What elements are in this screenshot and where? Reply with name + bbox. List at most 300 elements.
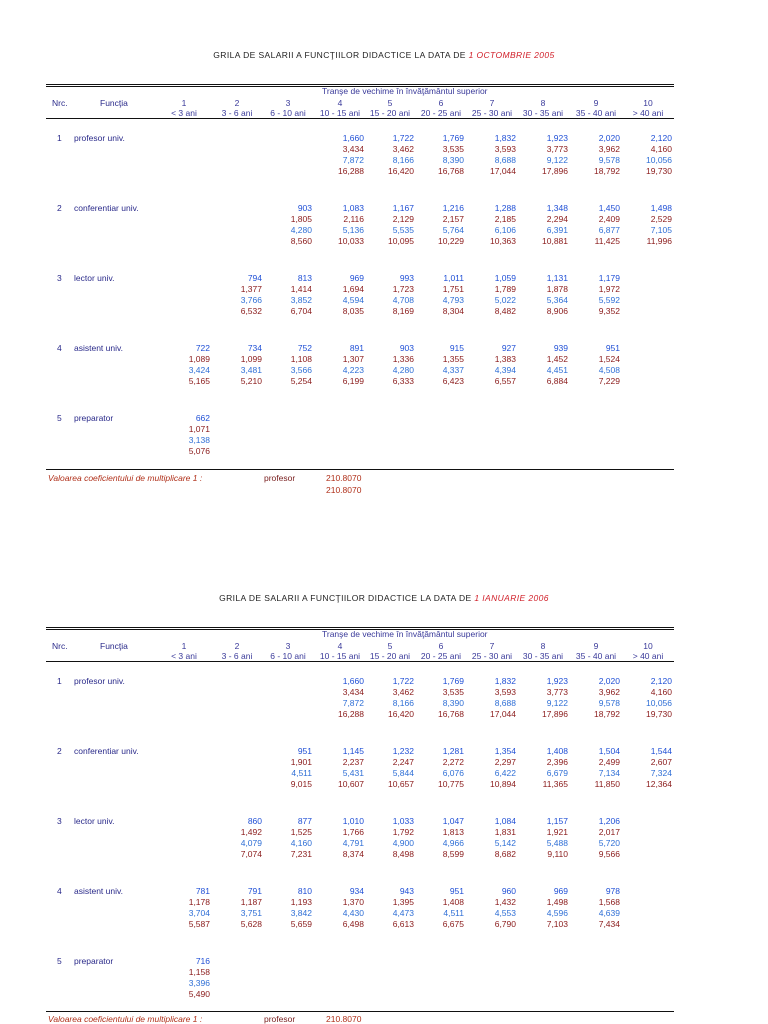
table-cell: 1,832 [494, 133, 516, 143]
table-cell: 5,490 [188, 989, 210, 999]
table-cell: 734 [247, 343, 262, 353]
table-cell: 8,166 [392, 155, 414, 165]
table-cell: 960 [501, 886, 516, 896]
footer-value-1: 210.8070 [326, 473, 362, 483]
table-cell: 4,791 [342, 838, 364, 848]
table-cell: 1,498 [546, 897, 568, 907]
column-number-9: 9 [593, 98, 599, 108]
table-cell: 3,751 [240, 908, 262, 918]
column-number-4: 4 [337, 98, 343, 108]
header-rule [46, 118, 674, 119]
table-cell: 6,076 [442, 768, 464, 778]
table-cell: 4,451 [546, 365, 568, 375]
table-cell: 16,768 [438, 166, 464, 176]
table-cell: 7,074 [240, 849, 262, 859]
table-cell: 1,145 [342, 746, 364, 756]
table-cell: 4,160 [290, 838, 312, 848]
column-range-10: > 40 ani [632, 108, 664, 118]
table-cell: 3,842 [290, 908, 312, 918]
table-cell: 8,374 [342, 849, 364, 859]
table-cell: 5,431 [342, 768, 364, 778]
table-cell: 12,364 [646, 779, 672, 789]
table-cell: 2,272 [442, 757, 464, 767]
table-cell: 17,044 [490, 166, 516, 176]
table-cell: 9,578 [598, 155, 620, 165]
table-cell: 2,116 [343, 214, 364, 224]
row-number: 3 [57, 273, 62, 283]
table-cell: 969 [349, 273, 364, 283]
table-cell: 1,216 [442, 203, 464, 213]
table-cell: 16,288 [338, 709, 364, 719]
row-number: 4 [57, 343, 62, 353]
table-cell: 4,280 [290, 225, 312, 235]
table-cell: 2,409 [598, 214, 620, 224]
table-cell: 1,281 [442, 746, 464, 756]
table-cell: 4,160 [650, 144, 672, 154]
table-cell: 2,529 [650, 214, 672, 224]
table-cell: 2,499 [598, 757, 620, 767]
column-number-1: 1 [181, 98, 187, 108]
row-functia: conferentiar univ. [74, 203, 139, 213]
table-cell: 8,169 [392, 306, 414, 316]
column-range-2: 3 - 6 ani [221, 108, 253, 118]
table-cell: 4,430 [342, 908, 364, 918]
table-cell: 1,568 [598, 897, 620, 907]
table-cell: 5,165 [188, 376, 210, 386]
column-range-3: 6 - 10 ani [270, 108, 306, 118]
column-number-6: 6 [438, 641, 444, 651]
table-cell: 11,425 [594, 236, 620, 246]
row-number: 2 [57, 746, 62, 756]
table-cell: 662 [195, 413, 210, 423]
table-cell: 1,525 [290, 827, 312, 837]
table-cell: 1,307 [342, 354, 364, 364]
row-number: 5 [57, 413, 62, 423]
table-cell: 5,488 [546, 838, 568, 848]
table-cell: 6,884 [546, 376, 568, 386]
table-cell: 3,535 [442, 144, 464, 154]
table-cell: 1,354 [494, 746, 516, 756]
table-cell: 951 [605, 343, 620, 353]
table-cell: 3,566 [290, 365, 312, 375]
table-cell: 2,020 [598, 133, 620, 143]
table-cell: 16,768 [438, 709, 464, 719]
table-cell: 1,083 [342, 203, 364, 213]
table-cell: 791 [247, 886, 262, 896]
table-cell: 3,852 [290, 295, 312, 305]
table-cell: 4,160 [650, 687, 672, 697]
table-cell: 8,482 [494, 306, 516, 316]
table-cell: 10,229 [438, 236, 464, 246]
table-cell: 1,452 [546, 354, 568, 364]
table-cell: 7,229 [598, 376, 620, 386]
table-cell: 11,850 [594, 779, 620, 789]
column-range-10: > 40 ani [632, 651, 664, 661]
table-cell: 939 [553, 343, 568, 353]
table-cell: 2,396 [546, 757, 568, 767]
table-cell: 4,511 [443, 908, 464, 918]
footer-value-1: 210.8070 [326, 1014, 362, 1024]
table-cell: 3,434 [342, 687, 364, 697]
table-cell: 10,033 [338, 236, 364, 246]
column-number-8: 8 [540, 98, 546, 108]
table-cell: 1,157 [546, 816, 568, 826]
table-cell: 9,122 [546, 698, 568, 708]
table-cell: 1,288 [494, 203, 516, 213]
table-cell: 794 [247, 273, 262, 283]
row-number: 1 [57, 676, 62, 686]
column-range-2: 3 - 6 ani [221, 651, 253, 661]
table-cell: 6,704 [290, 306, 312, 316]
table-cell: 1,722 [392, 676, 414, 686]
table-cell: 1,377 [240, 284, 262, 294]
table-cell: 2,294 [546, 214, 568, 224]
table-cell: 1,084 [494, 816, 516, 826]
table-cell: 1,972 [598, 284, 620, 294]
column-number-10: 10 [643, 98, 653, 108]
row-functia: conferentiar univ. [74, 746, 139, 756]
table-cell: 915 [449, 343, 464, 353]
column-range-4: 10 - 15 ani [319, 108, 361, 118]
row-functia: asistent univ. [74, 886, 123, 896]
table-cell: 3,593 [494, 687, 516, 697]
table-cell: 5,076 [188, 446, 210, 456]
column-number-2: 2 [234, 98, 240, 108]
table-cell: 6,675 [442, 919, 464, 929]
table-cell: 5,022 [494, 295, 516, 305]
row-number: 2 [57, 203, 62, 213]
table-cell: 1,504 [598, 746, 620, 756]
table-cell: 8,682 [494, 849, 516, 859]
nrc-header: Nrc. [52, 641, 68, 651]
table-cell: 5,720 [598, 838, 620, 848]
table-cell: 18,792 [594, 709, 620, 719]
table-cell: 3,773 [546, 144, 568, 154]
top-rule [46, 627, 674, 628]
column-range-1: < 3 ani [171, 108, 197, 118]
table-cell: 1,769 [442, 133, 464, 143]
table-cell: 9,566 [598, 849, 620, 859]
table-cell: 752 [297, 343, 312, 353]
table-cell: 1,524 [598, 354, 620, 364]
column-range-9: 35 - 40 ani [575, 651, 617, 661]
table-cell: 6,613 [392, 919, 414, 929]
table-cell: 3,462 [392, 687, 414, 697]
column-range-3: 6 - 10 ani [270, 651, 306, 661]
column-group-header: Tranşe de vechime în învăţământul superior [322, 629, 488, 639]
table-cell: 4,079 [240, 838, 262, 848]
column-group-header: Tranşe de vechime în învăţământul superior [322, 86, 488, 96]
table-cell: 781 [195, 886, 210, 896]
table-cell: 3,773 [546, 687, 568, 697]
column-range-5: 15 - 20 ani [369, 108, 411, 118]
table-cell: 2,157 [442, 214, 464, 224]
table-cell: 1,011 [443, 273, 464, 283]
footer-profesor: profesor [264, 473, 296, 483]
table-cell: 6,498 [342, 919, 364, 929]
table-cell: 1,178 [188, 897, 210, 907]
table-cell: 2,120 [650, 133, 672, 143]
table-cell: 9,122 [546, 155, 568, 165]
table-cell: 2,247 [392, 757, 414, 767]
table-cell: 1,498 [650, 203, 672, 213]
table-cell: 1,805 [290, 214, 312, 224]
footer-profesor: profesor [264, 1014, 296, 1024]
table-cell: 1,901 [290, 757, 312, 767]
table-cell: 8,166 [392, 698, 414, 708]
table-cell: 8,304 [442, 306, 464, 316]
table-cell: 1,193 [290, 897, 312, 907]
table-cell: 8,688 [494, 155, 516, 165]
table-cell: 810 [297, 886, 312, 896]
column-number-3: 3 [285, 641, 291, 651]
title-date: 1 OCTOMBRIE 2005 [468, 50, 555, 60]
table-cell: 3,704 [188, 908, 210, 918]
table-cell: 7,103 [546, 919, 568, 929]
table-cell: 3,593 [494, 144, 516, 154]
table-cell: 8,688 [494, 698, 516, 708]
table-cell: 1,694 [342, 284, 364, 294]
table-cell: 1,187 [240, 897, 262, 907]
table-cell: 1,099 [240, 354, 262, 364]
column-range-7: 25 - 30 ani [471, 108, 513, 118]
table-cell: 1,432 [494, 897, 516, 907]
table-cell: 3,138 [188, 435, 210, 445]
table-cell: 6,333 [392, 376, 414, 386]
table-cell: 7,105 [650, 225, 672, 235]
table-cell: 3,424 [188, 365, 210, 375]
table-cell: 6,423 [442, 376, 464, 386]
table-cell: 1,131 [546, 273, 568, 283]
table-cell: 4,337 [442, 365, 464, 375]
table-cell: 8,906 [546, 306, 568, 316]
table-cell: 3,481 [240, 365, 262, 375]
table-cell: 16,420 [388, 166, 414, 176]
column-number-2: 2 [234, 641, 240, 651]
row-functia: lector univ. [74, 273, 115, 283]
table-cell: 927 [501, 343, 516, 353]
table-cell: 1,206 [598, 816, 620, 826]
table-cell: 11,996 [646, 236, 672, 246]
table-cell: 1,370 [342, 897, 364, 907]
row-number: 3 [57, 816, 62, 826]
table-cell: 1,769 [442, 676, 464, 686]
table-cell: 1,408 [442, 897, 464, 907]
table-cell: 1,923 [546, 676, 568, 686]
table-cell: 2,237 [342, 757, 364, 767]
table-cell: 3,396 [188, 978, 210, 988]
table-cell: 4,223 [342, 365, 364, 375]
table-cell: 10,775 [438, 779, 464, 789]
table-cell: 5,659 [290, 919, 312, 929]
table-cell: 1,492 [240, 827, 262, 837]
column-range-8: 30 - 35 ani [522, 108, 564, 118]
title-prefix: GRILA DE SALARII A FUNCŢIILOR DIDACTICE LA DATA DE [219, 593, 475, 603]
table-cell: 11,365 [542, 779, 568, 789]
table-cell: 10,056 [646, 155, 672, 165]
table-cell: 2,129 [392, 214, 414, 224]
column-range-6: 20 - 25 ani [420, 108, 462, 118]
column-range-7: 25 - 30 ani [471, 651, 513, 661]
table-cell: 6,877 [598, 225, 620, 235]
table-cell: 1,355 [442, 354, 464, 364]
table-cell: 1,921 [546, 827, 568, 837]
table-cell: 1,414 [290, 284, 312, 294]
table-cell: 8,560 [290, 236, 312, 246]
table-cell: 6,790 [494, 919, 516, 929]
table-cell: 1,033 [392, 816, 414, 826]
table-cell: 5,535 [392, 225, 414, 235]
table-cell: 3,462 [392, 144, 414, 154]
section-title [0, 50, 768, 60]
row-functia: profesor univ. [74, 133, 125, 143]
table-cell: 10,657 [388, 779, 414, 789]
table-cell: 1,336 [392, 354, 414, 364]
column-number-6: 6 [438, 98, 444, 108]
table-cell: 7,231 [290, 849, 312, 859]
table-cell: 8,390 [442, 155, 464, 165]
table-cell: 10,056 [646, 698, 672, 708]
table-cell: 1,232 [392, 746, 414, 756]
table-cell: 1,408 [546, 746, 568, 756]
table-cell: 8,035 [342, 306, 364, 316]
nrc-header: Nrc. [52, 98, 68, 108]
table-cell: 4,900 [392, 838, 414, 848]
table-cell: 860 [247, 816, 262, 826]
top-rule [46, 84, 674, 85]
table-cell: 8,599 [442, 849, 464, 859]
table-cell: 1,059 [494, 273, 516, 283]
column-number-5: 5 [387, 641, 393, 651]
table-cell: 1,047 [442, 816, 464, 826]
table-cell: 4,280 [392, 365, 414, 375]
title-prefix: GRILA DE SALARII A FUNCŢIILOR DIDACTICE LA DATA DE [213, 50, 469, 60]
table-cell: 2,020 [598, 676, 620, 686]
table-cell: 6,532 [240, 306, 262, 316]
table-cell: 4,708 [392, 295, 414, 305]
table-cell: 18,792 [594, 166, 620, 176]
table-cell: 2,017 [598, 827, 620, 837]
table-cell: 877 [297, 816, 312, 826]
table-cell: 7,872 [342, 155, 364, 165]
table-cell: 7,324 [650, 768, 672, 778]
table-cell: 4,639 [598, 908, 620, 918]
table-cell: 5,136 [342, 225, 364, 235]
column-number-1: 1 [181, 641, 187, 651]
table-cell: 10,894 [490, 779, 516, 789]
table-cell: 1,395 [392, 897, 414, 907]
table-cell: 978 [605, 886, 620, 896]
section-title [0, 593, 768, 603]
table-cell: 19,730 [646, 709, 672, 719]
table-cell: 1,813 [442, 827, 464, 837]
table-cell: 10,607 [338, 779, 364, 789]
table-cell: 10,095 [388, 236, 414, 246]
column-number-4: 4 [337, 641, 343, 651]
bottom-rule [46, 1011, 674, 1012]
table-cell: 1,383 [494, 354, 516, 364]
table-cell: 3,434 [342, 144, 364, 154]
table-cell: 19,730 [646, 166, 672, 176]
table-cell: 1,751 [442, 284, 464, 294]
table-cell: 1,108 [290, 354, 312, 364]
table-cell: 1,878 [546, 284, 568, 294]
table-cell: 943 [399, 886, 414, 896]
table-cell: 2,297 [494, 757, 516, 767]
table-cell: 1,167 [392, 203, 414, 213]
table-cell: 4,596 [546, 908, 568, 918]
table-cell: 2,185 [494, 214, 516, 224]
table-cell: 9,578 [598, 698, 620, 708]
table-cell: 5,364 [546, 295, 568, 305]
table-cell: 7,134 [598, 768, 620, 778]
table-cell: 3,962 [598, 687, 620, 697]
table-cell: 5,592 [598, 295, 620, 305]
row-number: 4 [57, 886, 62, 896]
table-cell: 1,179 [598, 273, 620, 283]
bottom-rule [46, 469, 674, 470]
footer-label: Valoarea coeficientului de multiplicare 1 : [48, 1014, 203, 1024]
table-cell: 5,210 [240, 376, 262, 386]
table-cell: 5,254 [290, 376, 312, 386]
table-cell: 813 [297, 273, 312, 283]
table-cell: 5,587 [188, 919, 210, 929]
table-cell: 903 [399, 343, 414, 353]
column-number-9: 9 [593, 641, 599, 651]
table-cell: 5,142 [494, 838, 516, 848]
table-cell: 9,015 [290, 779, 312, 789]
row-functia: preparator [74, 413, 114, 423]
table-cell: 969 [553, 886, 568, 896]
row-number: 5 [57, 956, 62, 966]
table-cell: 4,553 [494, 908, 516, 918]
table-cell: 1,660 [342, 676, 364, 686]
row-functia: asistent univ. [74, 343, 123, 353]
table-cell: 1,158 [188, 967, 210, 977]
footer-label: Valoarea coeficientului de multiplicare 1 : [48, 473, 203, 483]
table-cell: 7,872 [342, 698, 364, 708]
table-cell: 722 [195, 343, 210, 353]
table-cell: 2,120 [650, 676, 672, 686]
table-cell: 716 [195, 956, 210, 966]
table-cell: 1,450 [598, 203, 620, 213]
table-cell: 1,544 [650, 746, 672, 756]
row-functia: profesor univ. [74, 676, 125, 686]
table-cell: 4,511 [291, 768, 312, 778]
table-cell: 8,498 [392, 849, 414, 859]
table-cell: 1,660 [342, 133, 364, 143]
table-cell: 3,535 [442, 687, 464, 697]
row-functia: lector univ. [74, 816, 115, 826]
table-cell: 6,679 [546, 768, 568, 778]
row-functia: preparator [74, 956, 114, 966]
column-range-9: 35 - 40 ani [575, 108, 617, 118]
table-cell: 1,792 [392, 827, 414, 837]
table-cell: 1,766 [342, 827, 364, 837]
table-cell: 16,420 [388, 709, 414, 719]
table-cell: 9,352 [598, 306, 620, 316]
table-cell: 903 [297, 203, 312, 213]
table-cell: 4,508 [598, 365, 620, 375]
column-number-5: 5 [387, 98, 393, 108]
column-number-10: 10 [643, 641, 653, 651]
column-range-8: 30 - 35 ani [522, 651, 564, 661]
table-cell: 1,723 [392, 284, 414, 294]
column-number-7: 7 [489, 98, 495, 108]
footer-value-2: 210.8070 [326, 485, 362, 495]
table-cell: 6,557 [494, 376, 516, 386]
title-date: 1 IANUARIE 2006 [474, 593, 549, 603]
